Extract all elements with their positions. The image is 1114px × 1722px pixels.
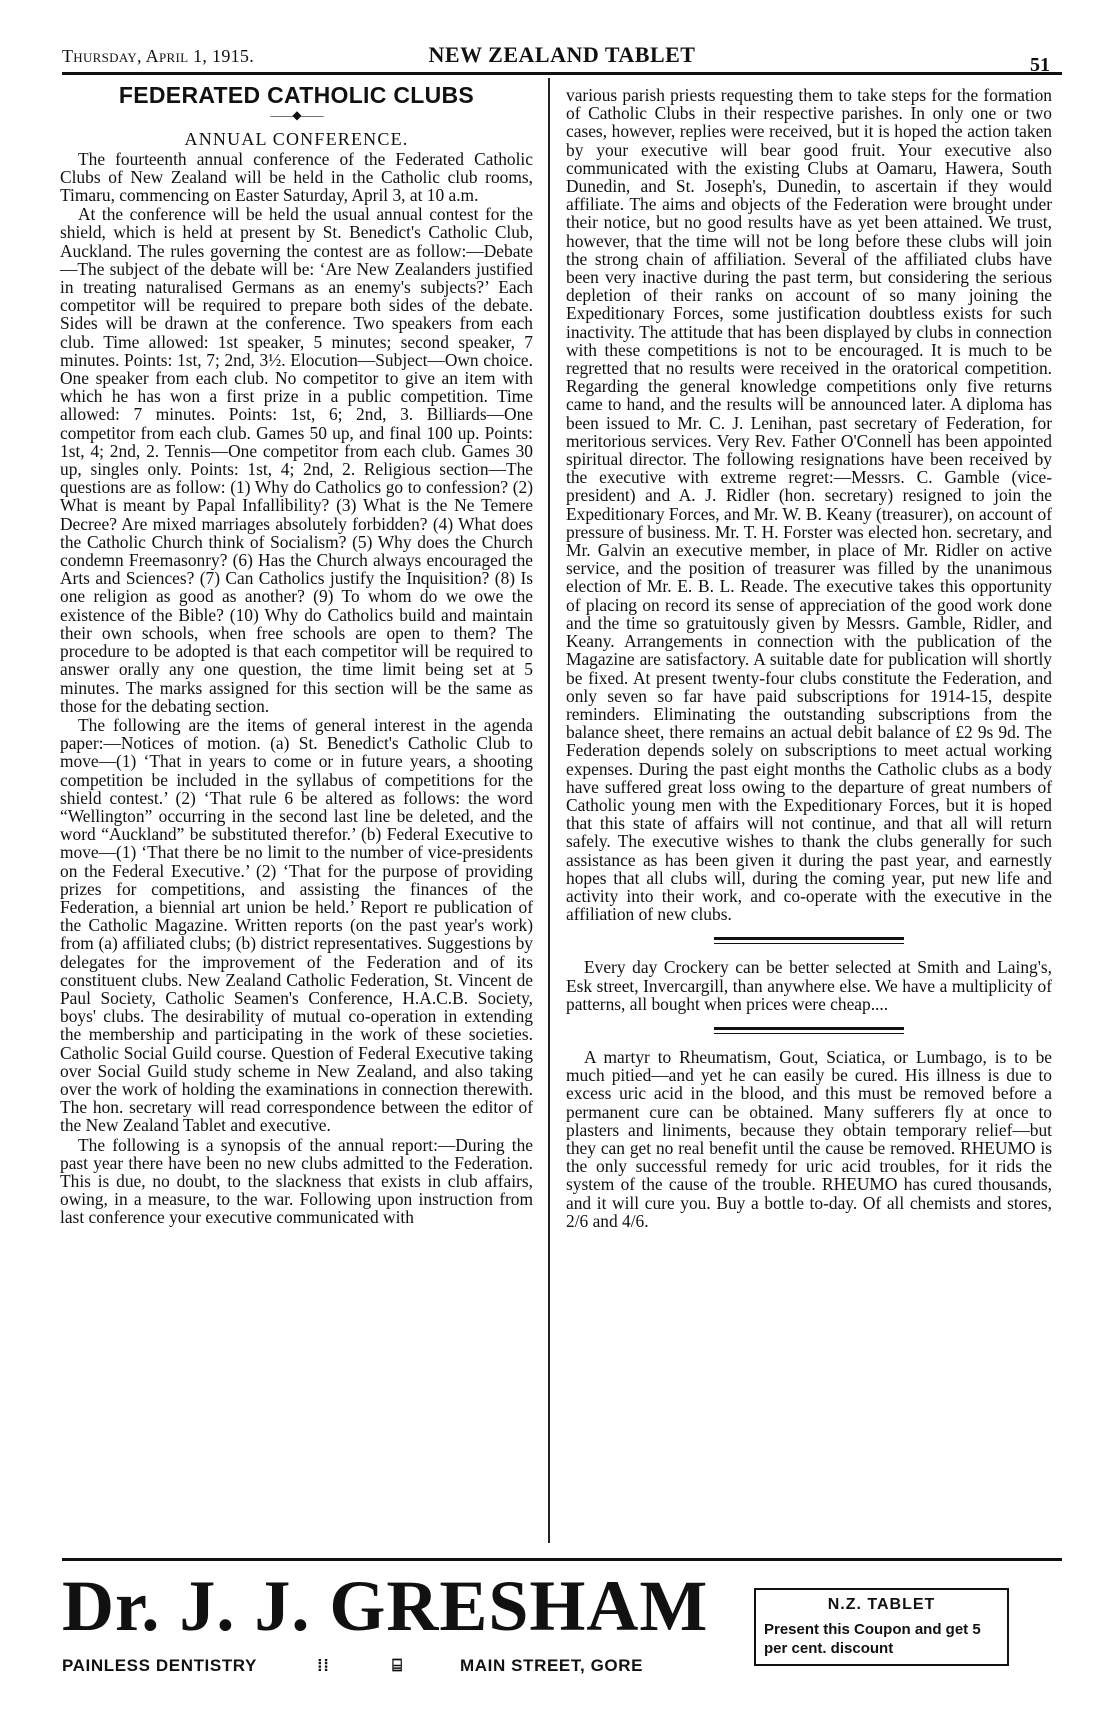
coupon-title: N.Z. TABLET [827, 1596, 936, 1613]
issue-date: Thursday, April 1, 1915. [62, 46, 255, 66]
discount-coupon[interactable] [754, 1588, 1009, 1666]
rheumo-notice: A martyr to Rheumatism, Gout, Sciatica, or Lumbago, is to be much pitied—and yet he can easily be cured. His illness is due to excess uric acid in the blood, and this must be removed before a permanent cure can be obtained. Many sufferers fly at once to plasters and liniments, because they obtain temporary relief—but they can get no real benefit until the cause be removed. RHEUMO is the only successful remedy for uric acid troubles, for it rids the system of the cause of the trouble. RHEUMO has cured thousands, and it will cure you. Buy a bottle to-day. Of all chemists and stores, 2/6 and 4/6. [566, 1046, 1052, 1231]
crockery-notice: Every day Crockery can be better selected at Smith and Laing's, Esk street, Invercargill, than anywhere else. We have a multiplicity of patterns, all bought when prices were cheap.... [566, 957, 1052, 1014]
article-paragraph: The following is a synopsis of the annual report:—During the past year there have been no new clubs admitted to the Federation. This is due, no doubt, to the slackness that exists in club affairs, owing, in a measure, to the war. Following upon instruction from last conference your executive communicated with [60, 1134, 533, 1228]
newspaper-title: NEW ZEALAND TABLET [428, 42, 696, 67]
advert-address: MAIN STREET, GORE [460, 1656, 644, 1675]
heading-ornament: ——◆—— [270, 108, 323, 123]
advert-rule [62, 1558, 1062, 1561]
masthead [62, 42, 1062, 76]
column-divider [548, 78, 550, 1543]
article-subheading: ANNUAL CONFERENCE. [184, 129, 409, 150]
section-separator [714, 1027, 904, 1034]
section-separator [714, 937, 904, 944]
gresham-advert [62, 1566, 1062, 1686]
article-paragraph: The following are the items of general interest in the agenda paper:—Notices of motion. (a) St. Benedict's Catholic Club to move—(1) ‘That in years to come or in future years, a shooting competition be included in the syllabus of competitions for the shield contest.’ (2) ‘That rule 6 be altered as follows: the word “Wellington” occurring in the second last line be deleted, and the word “Auckland” be substituted therefor.’ (b) Federal Executive to move—(1) ‘That there be no limit to the number of vice-presidents on the Federal Executive.’ (2) ‘That for the purpose of providing prizes for competitions, and assisting the finances of the Federation, a biennial art union be held.’ Report re publication of the Catholic Magazine. Written reports (on the past year's work) from (a) affiliated clubs; (b) district representatives. Suggestions by delegates for the improvement of the Federation and of its constituent clubs. New Zealand Catholic Federation, St. Vincent de Paul Society, Catholic Seamen's Conference, H.A.C.B. Society, boys' clubs. The desirability of mutual co-operation in extending the membership and participating in the work of these societies. Catholic Social Guild course. Question of Federal Executive taking over Social Guild study scheme in New Zealand, and also taking over the work of holding the examinations in connection therewith. The hon. secretary will read correspondence between the editor of the New Zealand Tablet and executive. [60, 714, 533, 1136]
advert-tagline: PAINLESS DENTISTRY [62, 1656, 257, 1675]
article-heading: FEDERATED CATHOLIC CLUBS [118, 82, 475, 108]
advert-name: Dr. J. J. GRESHAM [62, 1566, 709, 1646]
masthead-rule [62, 72, 1062, 75]
coupon-text: Present this Coupon and get 5 per cent. discount [764, 1621, 981, 1657]
left-column [60, 82, 533, 1228]
divider-glyph: ⌸ [392, 1656, 403, 1675]
right-column [566, 86, 1052, 1231]
article-paragraph: At the conference will be held the usual annual contest for the shield, which is held at present by St. Benedict's Catholic Club, Auckland. The rules governing the contest are as follow:—Debate—The subject of the debate will be: ‘Are New Zealanders justified in treating naturalised Germans as an enemy's subjects?’ Each competitor will be required to prepare both sides of the debate. Sides will be drawn at the conference. Two speakers from each club. Time allowed: 1st speaker, 5 minutes; second speaker, 7 minutes. Points: 1st, 7; 2nd, 3½. Elocution—Subject—Own choice. One speaker from each club. No competitor to give an item with which he has won a first prize in a public competition. Time allowed: 7 minutes. Points: 1st, 6; 2nd, 3. Billiards—One competitor from each club. Games 50 up, and final 100 up. Points: 1st, 4; 2nd, 2. Tennis—One competitor from each club. Games 30 up, singles only. Points: 1st, 4; 2nd, 2. Religious section—The questions are as follow: (1) Why do Catholics go to confession? (2) What is meant by Papal Infallibility? (3) What is the Ne Temere Decree? Are mixed marriages absolutely forbidden? (4) What does the Catholic Church think of Socialism? (5) Why does the Church condemn Freemasonry? (6) Has the Church always encouraged the Arts and Sciences? (7) Can Catholics justify the Inquisition? (8) Is one religion as good as another? (9) To whom do we owe the existence of the Bible? (10) Why do Catholics build and maintain their own schools, when free schools are open to them? The procedure to be adopted is that each competitor will be required to answer orally any one question, the time limit being set at 5 minutes. The marks assigned for this section will be the same as those for the debating section. [60, 204, 533, 716]
page-number: 51 [1030, 54, 1050, 76]
article-paragraph: various parish priests requesting them to take steps for the formation of Catholic Clubs in their respective parishes. In only one or two cases, however, replies were received, but it is hoped the action taken by your executive will bear good fruit. Your executive also communicated with the existing Clubs at Oamaru, Hawera, South Dunedin, and St. Joseph's, Dunedin, to ascertain if they would affiliate. The aims and objects of the Federation were brought under their notice, but no good results have as yet been attained. We trust, however, that the time will not be long before these clubs will join the strong chain of affiliation. Several of the affiliated clubs have been very inactive during the past term, but considering the serious depletion of their ranks on account of so many joining the Expeditionary Forces, some justification doubtless exists for such inactivity. The attitude that has been displayed by clubs in connection with these competitions is not to be encouraged. It is much to be regretted that no results were received in the oratorical competition. Regarding the general knowledge competitions only five returns came to hand, and the results will be announced later. A diploma has been issued to Mr. C. J. Lenihan, past secretary of Federation, for meritorious services. Very Rev. Father O'Connell has been appointed spiritual director. The following resignations have been received by the executive with extreme regret:—Messrs. C. Gamble (vice-president) and A. J. Ridler (hon. secretary) resigned to join the Expeditionary Forces, and Mr. W. B. Keany (treasurer), on account of pressure of business. Mr. T. H. Forster was elected hon. secretary, and Mr. Galvin an executive member, in place of Mr. Ridler on active service, and the position of treasurer was filled by the unanimous election of Mr. E. B. L. Reade. The executive takes this opportunity of placing on record its sense of appreciation of the good work done and the time so gratuitously given by Messrs. Gamble, Ridler, and Keany. Arrangements in connection with the publication of the Magazine are satisfactory. A suitable date for publication will shortly be fixed. At present twenty-four clubs constitute the Federation, and only seven so far have paid subscriptions for 1914-15, despite reminders. Eliminating the outstanding subscriptions from the balance sheet, there remains an actual debit balance of £2 9s 9d. The Federation depends solely on subscriptions to meet actual working expenses. During the past eight months the Catholic clubs as a body have suffered great loss owing to the departure of great numbers of Catholic young men with the Expeditionary Forces, but it is hoped that this state of affairs will not continue, and that all will return safely. The executive wishes to thank the clubs generally for such assistance as has been given it during the past year, and earnestly hopes that all clubs will, during the coming year, put new life and activity into their work, and co-operate with the executive in the affiliation of new clubs. [566, 85, 1052, 925]
article-paragraph: The fourteenth annual conference of the Federated Catholic Clubs of New Zealand will be held in the Catholic club rooms, Timaru, commencing on Easter Saturday, April 3, at 10 a.m. [60, 148, 533, 206]
divider-glyph: ⁞⁞ [317, 1656, 330, 1675]
